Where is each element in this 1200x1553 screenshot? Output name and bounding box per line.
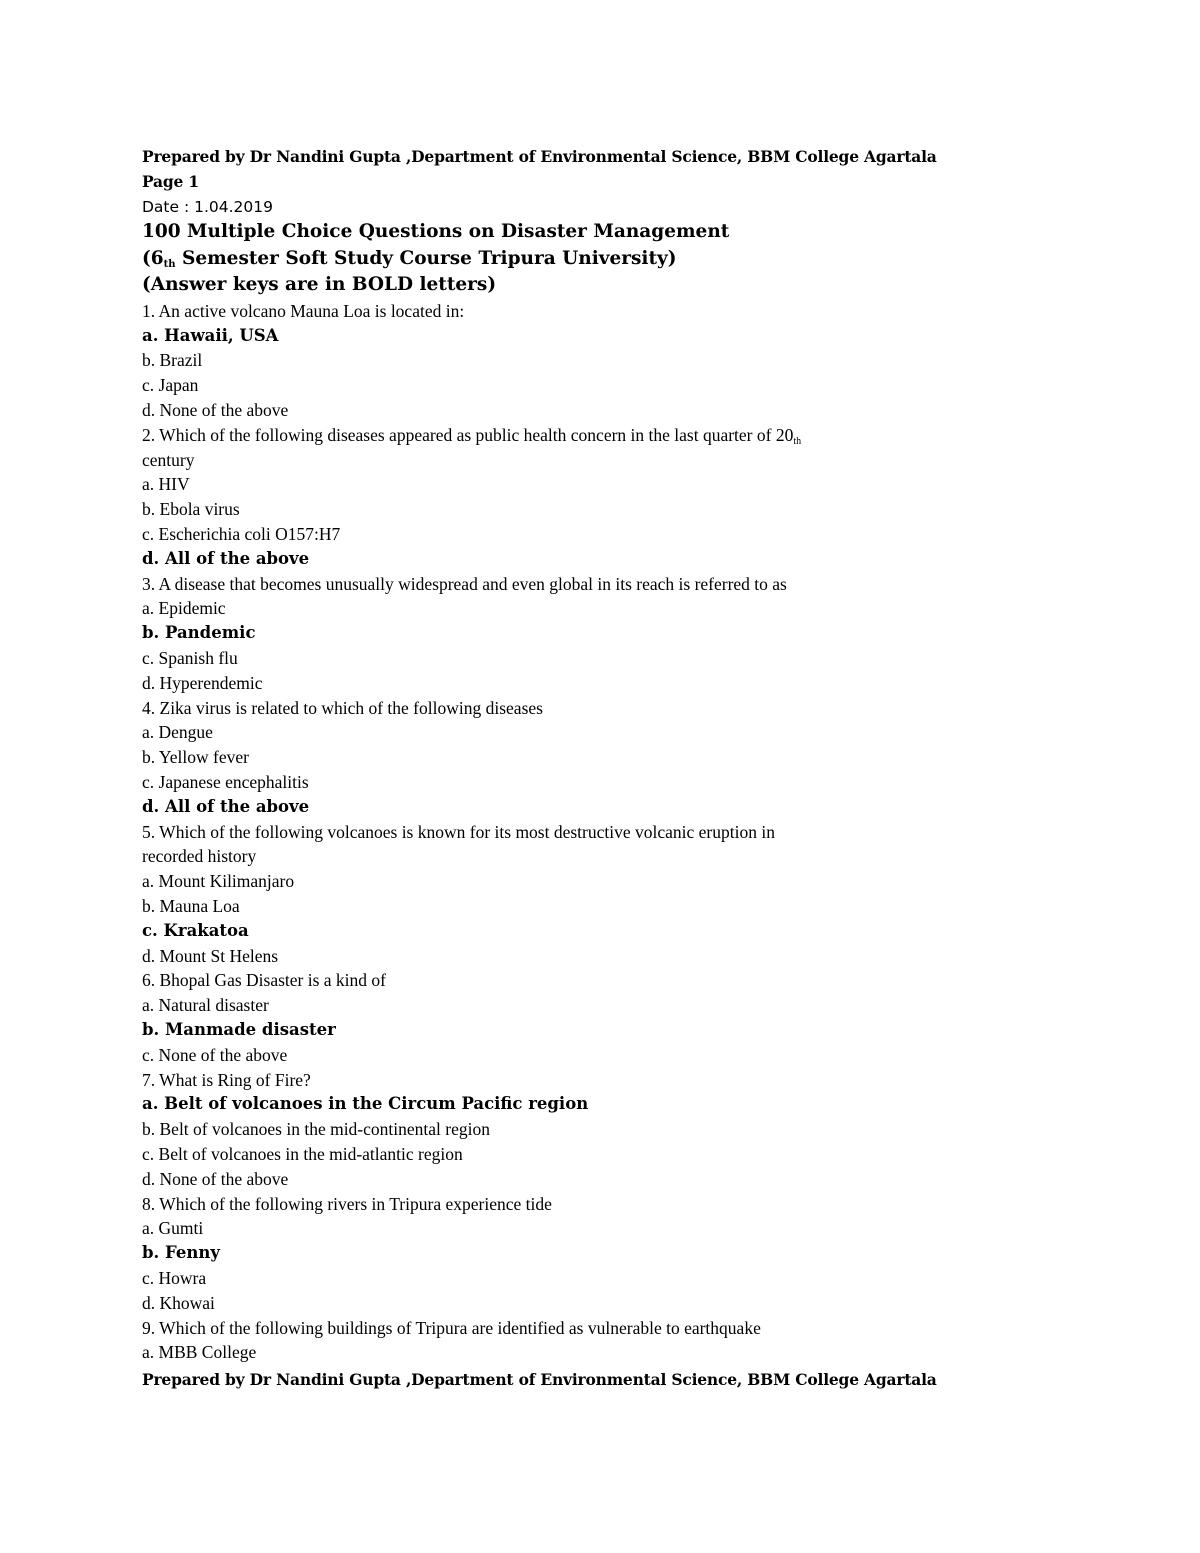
q4-option-a: a. Dengue bbox=[142, 722, 213, 743]
footer-prepared-by: Prepared by Dr Nandini Gupta ,Department of Environmental Science, BBM College Agartala bbox=[142, 1370, 937, 1389]
q4-option-b: b. Yellow fever bbox=[142, 747, 249, 768]
date-line: Date : 1.04.2019 bbox=[142, 197, 274, 216]
question-6: 6. Bhopal Gas Disaster is a kind of bbox=[142, 970, 386, 991]
q8-option-b-answer: b. Fenny bbox=[142, 1243, 220, 1263]
question-5-continued: recorded history bbox=[142, 846, 257, 867]
q7-option-b: b. Belt of volcanoes in the mid-continental region bbox=[142, 1119, 490, 1140]
header-prepared-by: Prepared by Dr Nandini Gupta ,Department of Environmental Science, BBM College Agartala bbox=[142, 147, 937, 166]
q5-option-d: d. Mount St Helens bbox=[142, 945, 279, 966]
question-4: 4. Zika virus is related to which of the following diseases bbox=[142, 697, 543, 718]
q8-option-c: c. Howra bbox=[142, 1267, 207, 1288]
page-content bbox=[142, 145, 1142, 1365]
q7-option-a-answer: a. Belt of volcanoes in the Circum Pacific region bbox=[142, 1094, 589, 1114]
answer-key-note: (Answer keys are in BOLD letters) bbox=[142, 274, 497, 296]
q8-option-d: d. Khowai bbox=[142, 1292, 215, 1313]
question-7: 7. What is Ring of Fire? bbox=[142, 1069, 311, 1090]
q2-option-d-answer: d. All of the above bbox=[142, 548, 310, 568]
subtitle-rest: Semester Soft Study Course Tripura University) bbox=[175, 247, 677, 269]
q2-text: 2. Which of the following diseases appeared as public health concern in the last quarter of 20 bbox=[142, 424, 794, 445]
q5-option-a: a. Mount Kilimanjaro bbox=[142, 871, 295, 892]
q6-option-a: a. Natural disaster bbox=[142, 995, 269, 1016]
question-8: 8. Which of the following rivers in Tripura experience tide bbox=[142, 1193, 552, 1214]
q3-option-c: c. Spanish flu bbox=[142, 648, 238, 669]
q1-option-b: b. Brazil bbox=[142, 350, 203, 371]
q4-option-d-answer: d. All of the above bbox=[142, 796, 310, 816]
document-title: 100 Multiple Choice Questions on Disaster Management bbox=[142, 221, 730, 243]
q1-option-c: c. Japan bbox=[142, 375, 199, 396]
subtitle-superscript: th bbox=[163, 258, 176, 270]
question-5: 5. Which of the following volcanoes is known for its most destructive volcanic eruption in bbox=[142, 821, 775, 842]
question-3: 3. A disease that becomes unusually widespread and even global in its reach is referred to as bbox=[142, 573, 787, 594]
q9-option-a: a. MBB College bbox=[142, 1342, 257, 1363]
q2-option-a: a. HIV bbox=[142, 474, 190, 495]
q7-option-d: d. None of the above bbox=[142, 1168, 289, 1189]
q3-option-a: a. Epidemic bbox=[142, 598, 226, 619]
q6-option-c: c. None of the above bbox=[142, 1044, 288, 1065]
q4-option-c: c. Japanese encephalitis bbox=[142, 772, 309, 793]
q2-superscript: th bbox=[793, 435, 802, 447]
question-2-continued: century bbox=[142, 449, 195, 470]
page-footer bbox=[142, 1368, 1142, 1393]
document-subtitle bbox=[142, 246, 1142, 273]
q2-option-c: c. Escherichia coli O157:H7 bbox=[142, 524, 341, 545]
q7-option-c: c. Belt of volcanoes in the mid-atlantic region bbox=[142, 1143, 463, 1164]
q5-option-b: b. Mauna Loa bbox=[142, 896, 240, 917]
q3-option-d: d. Hyperendemic bbox=[142, 672, 263, 693]
question-2 bbox=[142, 423, 1142, 448]
question-9: 9. Which of the following buildings of Tripura are identified as vulnerable to earthquake bbox=[142, 1317, 761, 1338]
q6-option-b-answer: b. Manmade disaster bbox=[142, 1020, 336, 1039]
q2-option-b: b. Ebola virus bbox=[142, 499, 240, 520]
q3-option-b-answer: b. Pandemic bbox=[142, 623, 256, 643]
subtitle-prefix: (6 bbox=[142, 247, 164, 269]
q1-option-d: d. None of the above bbox=[142, 400, 289, 421]
question-1: 1. An active volcano Mauna Loa is located in: bbox=[142, 300, 465, 321]
page-number: Page 1 bbox=[142, 171, 199, 191]
q5-option-c-answer: c. Krakatoa bbox=[142, 920, 249, 940]
q8-option-a: a. Gumti bbox=[142, 1218, 204, 1239]
q1-option-a-answer: a. Hawaii, USA bbox=[142, 325, 279, 345]
